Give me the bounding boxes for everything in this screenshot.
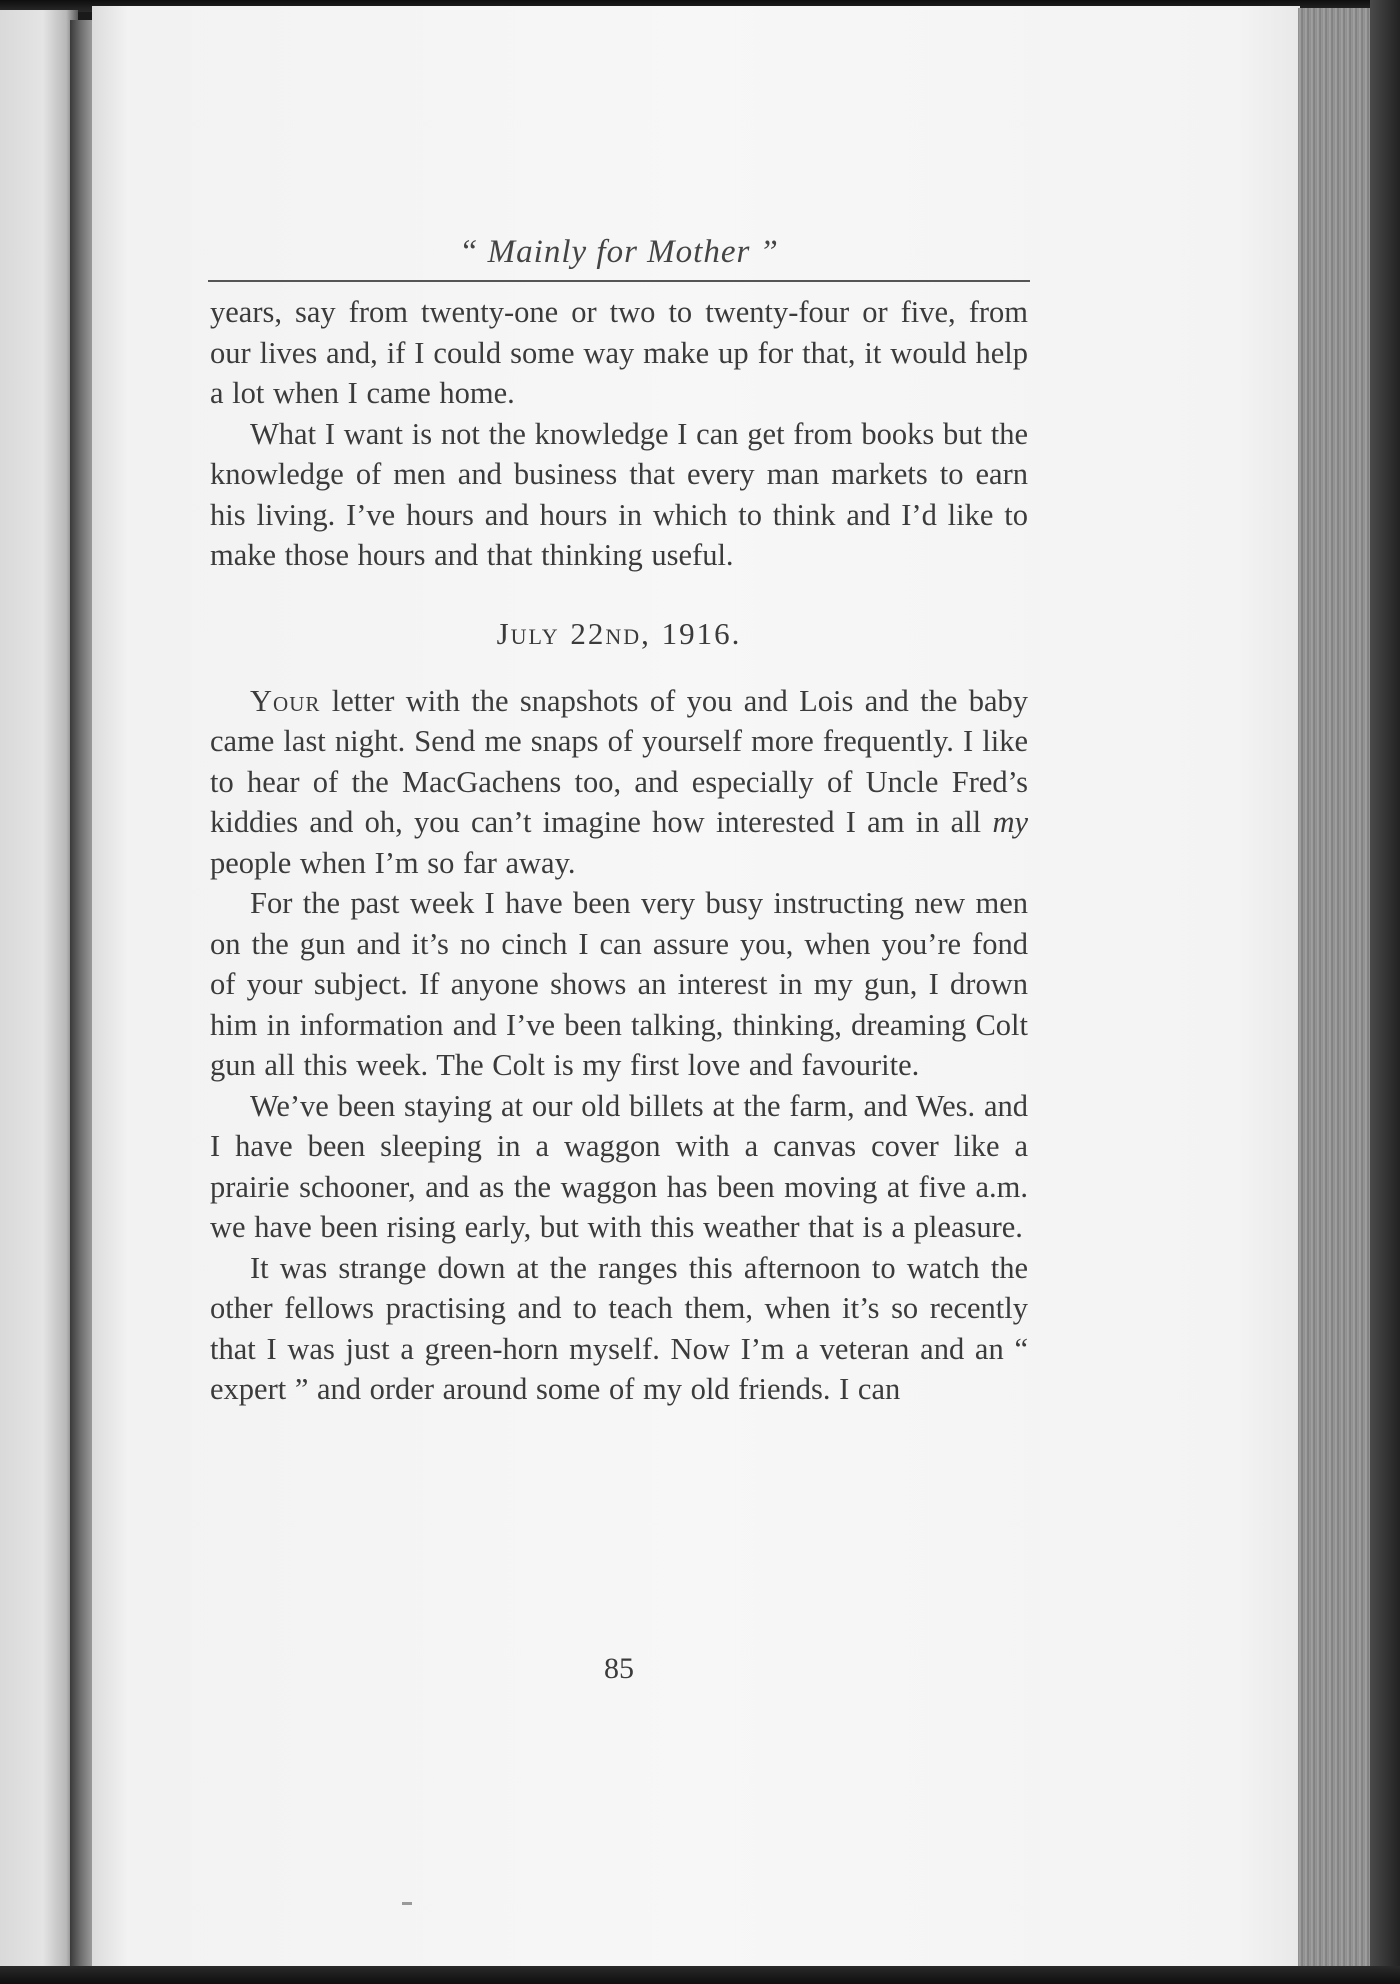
- paragraph: For the past week I have been very busy instructing new men on the gun and it’s no cinch I can assure you, when you’re fond of your subject. If anyone shows an interest in my gun, I drown him in information and I’ve been talking, thinking, dreaming Colt gun all this week. The Colt is my first love and favourite.: [210, 886, 1028, 1082]
- continued-paragraph: years, say from twenty-one or two to twenty-four or five, from our lives and, if I could some way make up for that, it would help a lot when I came home.: [210, 295, 1028, 410]
- paragraph: What I want is not the knowledge I can get from books but the knowledge of men and business that every man markets to earn his living. I’ve hours and hours in which to think and I’d like to make those hours and that thinking useful.: [210, 416, 1028, 572]
- page-stack-edge: [1298, 8, 1372, 1966]
- header-rule: [208, 280, 1030, 282]
- page-text-block: [210, 230, 1028, 1410]
- page-body: [210, 292, 1028, 1410]
- scan-bottom-shadow: [0, 1966, 1400, 1984]
- entry-opening-paragraph: [210, 681, 1028, 884]
- entry-text: letter with the snapshots of you and Lois and the baby came last night. Send me snaps of yourself more frequently. I like to hear of the MacGachens too, and especially of Uncle Fred’s kiddies and oh, you can’t imagine how interested I am in all: [210, 683, 1029, 839]
- entry-text: people when I’m so far away.: [210, 845, 576, 880]
- book-gutter: [70, 20, 92, 1970]
- paragraph: We’ve been staying at our old billets at the farm, and Wes. and I have been sleeping in a waggon with a canvas cover like a prairie schooner, and as the waggon has been moving at five a.m. we have been rising early, but with this weather that is a pleasure.: [210, 1088, 1028, 1244]
- running-head: “ Mainly for Mother ”: [459, 234, 779, 270]
- paper-speck: [402, 1902, 412, 1905]
- page-number: 85: [604, 1652, 634, 1685]
- lead-word: Your: [250, 683, 321, 718]
- facing-page-edge: [0, 10, 78, 1970]
- entry-date-heading: July 22nd, 1916.: [496, 615, 742, 651]
- book-cover-edge: [1370, 0, 1400, 1984]
- emphasis: my: [992, 805, 1029, 839]
- paragraph: It was strange down at the ranges this afternoon to watch the other fellows practising and to teach them, when it’s so recently that I was just a green-horn myself. Now I’m a veteran and an “ expert ” and order around some of my old friends. I can: [210, 1250, 1028, 1406]
